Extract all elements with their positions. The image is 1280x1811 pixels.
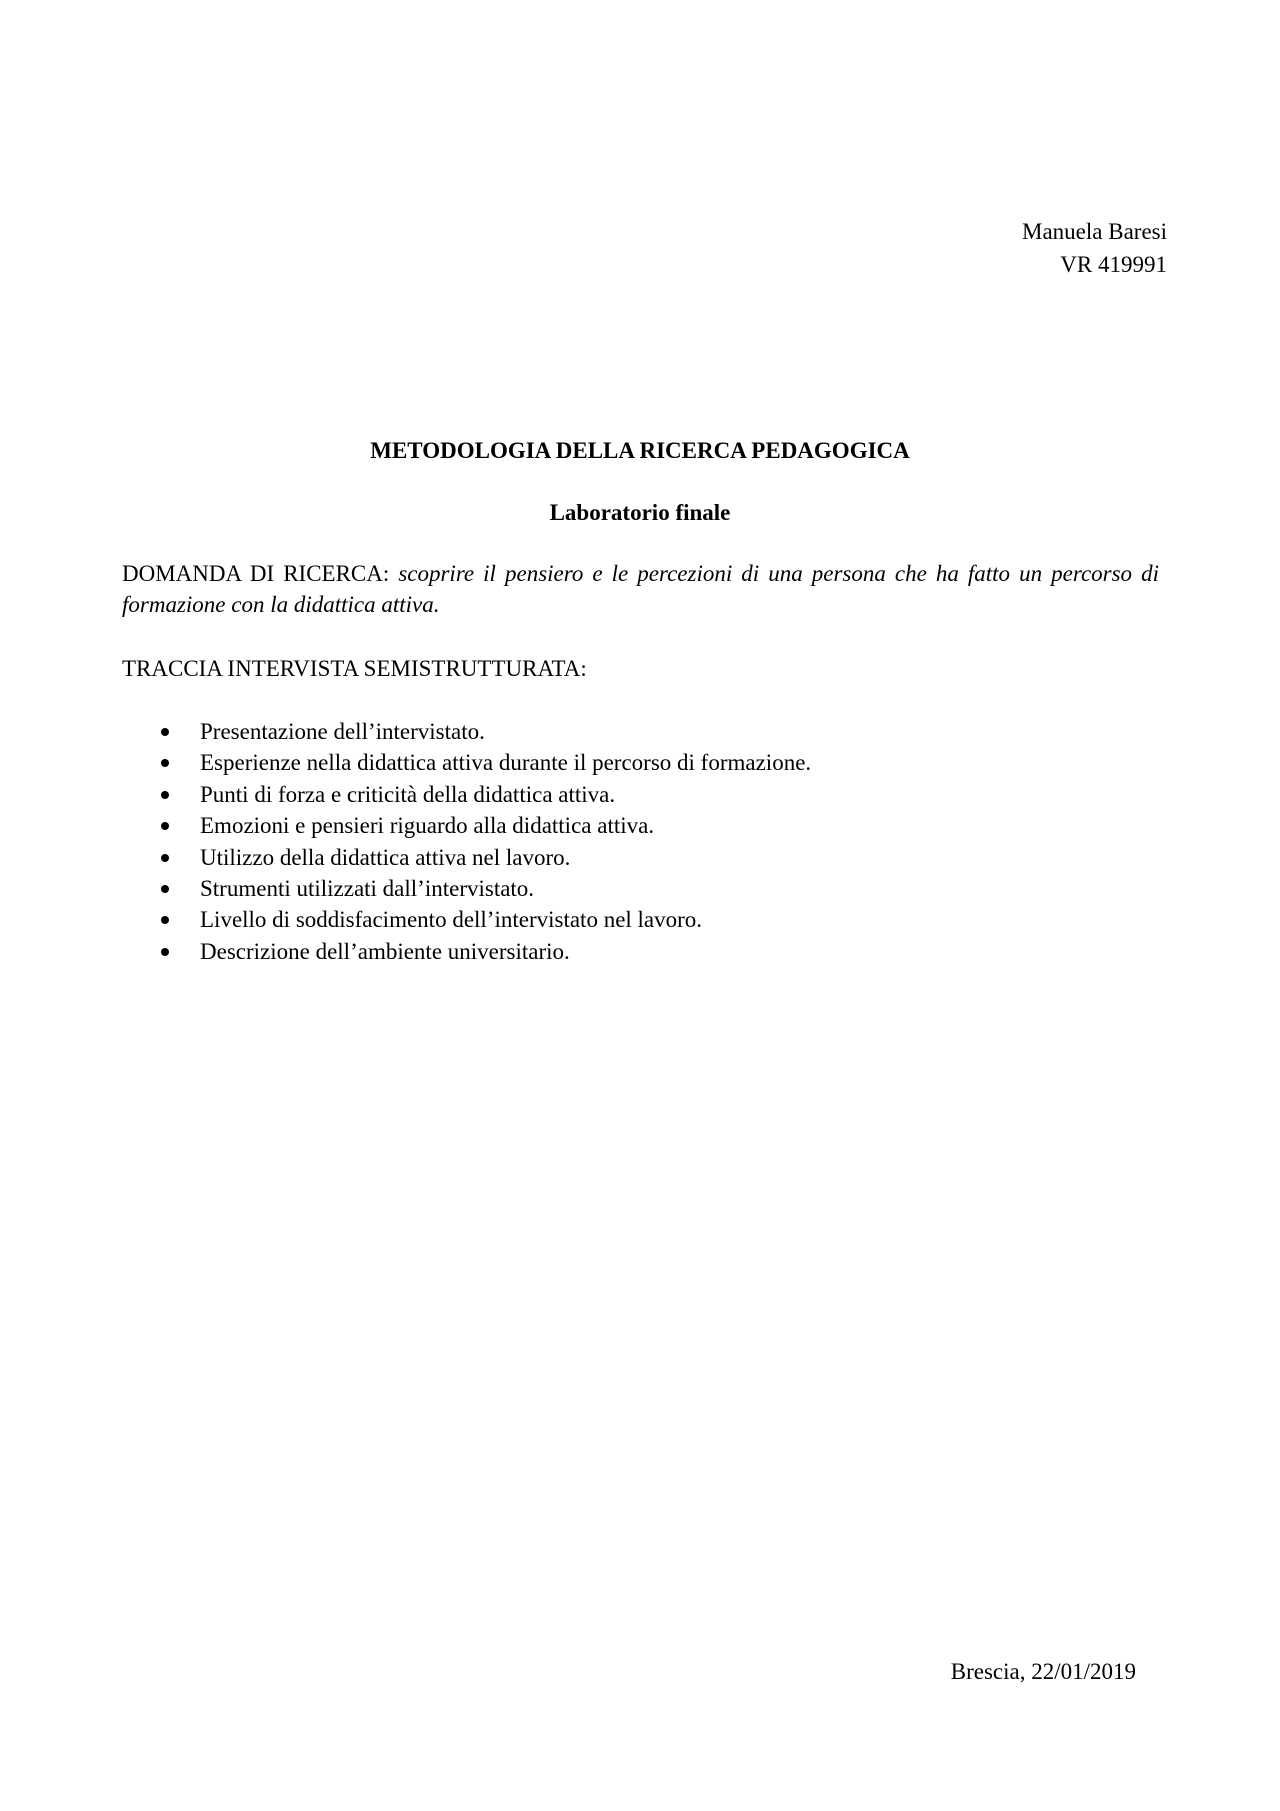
place-date: Brescia, 22/01/2019 <box>950 1659 1136 1684</box>
interview-heading: TRACCIA INTERVISTA SEMISTRUTTURATA: <box>122 656 587 681</box>
bullet-icon <box>161 948 169 956</box>
list-item-text: Punti di forza e criticità della didattica attiva. <box>200 781 616 807</box>
research-question <box>122 558 1159 620</box>
list-item <box>122 747 811 778</box>
list-item-text: Livello di soddisfacimento dell’intervistato nel lavoro. <box>200 907 703 933</box>
list-item <box>122 873 811 904</box>
list-item-text: Emozioni e pensieri riguardo alla didattica attiva. <box>200 813 655 839</box>
list-item <box>122 904 811 935</box>
author-block <box>1022 215 1167 281</box>
list-item <box>122 842 811 873</box>
bullet-icon <box>161 854 169 862</box>
document-subtitle: Laboratorio finale <box>549 500 731 525</box>
list-item <box>122 936 811 967</box>
document-title: METODOLOGIA DELLA RICERCA PEDAGOGICA <box>370 438 910 463</box>
bullet-icon <box>161 728 169 736</box>
interview-list <box>122 716 811 967</box>
list-item-text: Presentazione dell’intervistato. <box>200 719 485 744</box>
bullet-icon <box>161 791 169 799</box>
list-item-text: Esperienze nella didattica attiva durante il percorso di formazione. <box>200 750 812 776</box>
author-name: Manuela Baresi <box>1022 219 1167 244</box>
list-item <box>122 810 811 841</box>
research-question-label: DOMANDA DI RICERCA: <box>122 561 390 586</box>
list-item <box>122 716 811 747</box>
student-id: VR 419991 <box>1060 252 1167 277</box>
bullet-icon <box>161 916 169 924</box>
list-item-text: Strumenti utilizzati dall’intervistato. <box>200 875 535 901</box>
research-question-text: scoprire il pensiero e le percezioni di una persona che ha fatto un percorso di formazione con la didattica attiva. <box>122 561 1159 617</box>
list-item <box>122 779 811 810</box>
list-item-text: Utilizzo della didattica attiva nel lavoro. <box>200 844 571 870</box>
bullet-icon <box>161 822 169 830</box>
bullet-icon <box>161 885 169 893</box>
bullet-icon <box>161 759 169 767</box>
list-item-text: Descrizione dell’ambiente universitario. <box>200 938 570 964</box>
